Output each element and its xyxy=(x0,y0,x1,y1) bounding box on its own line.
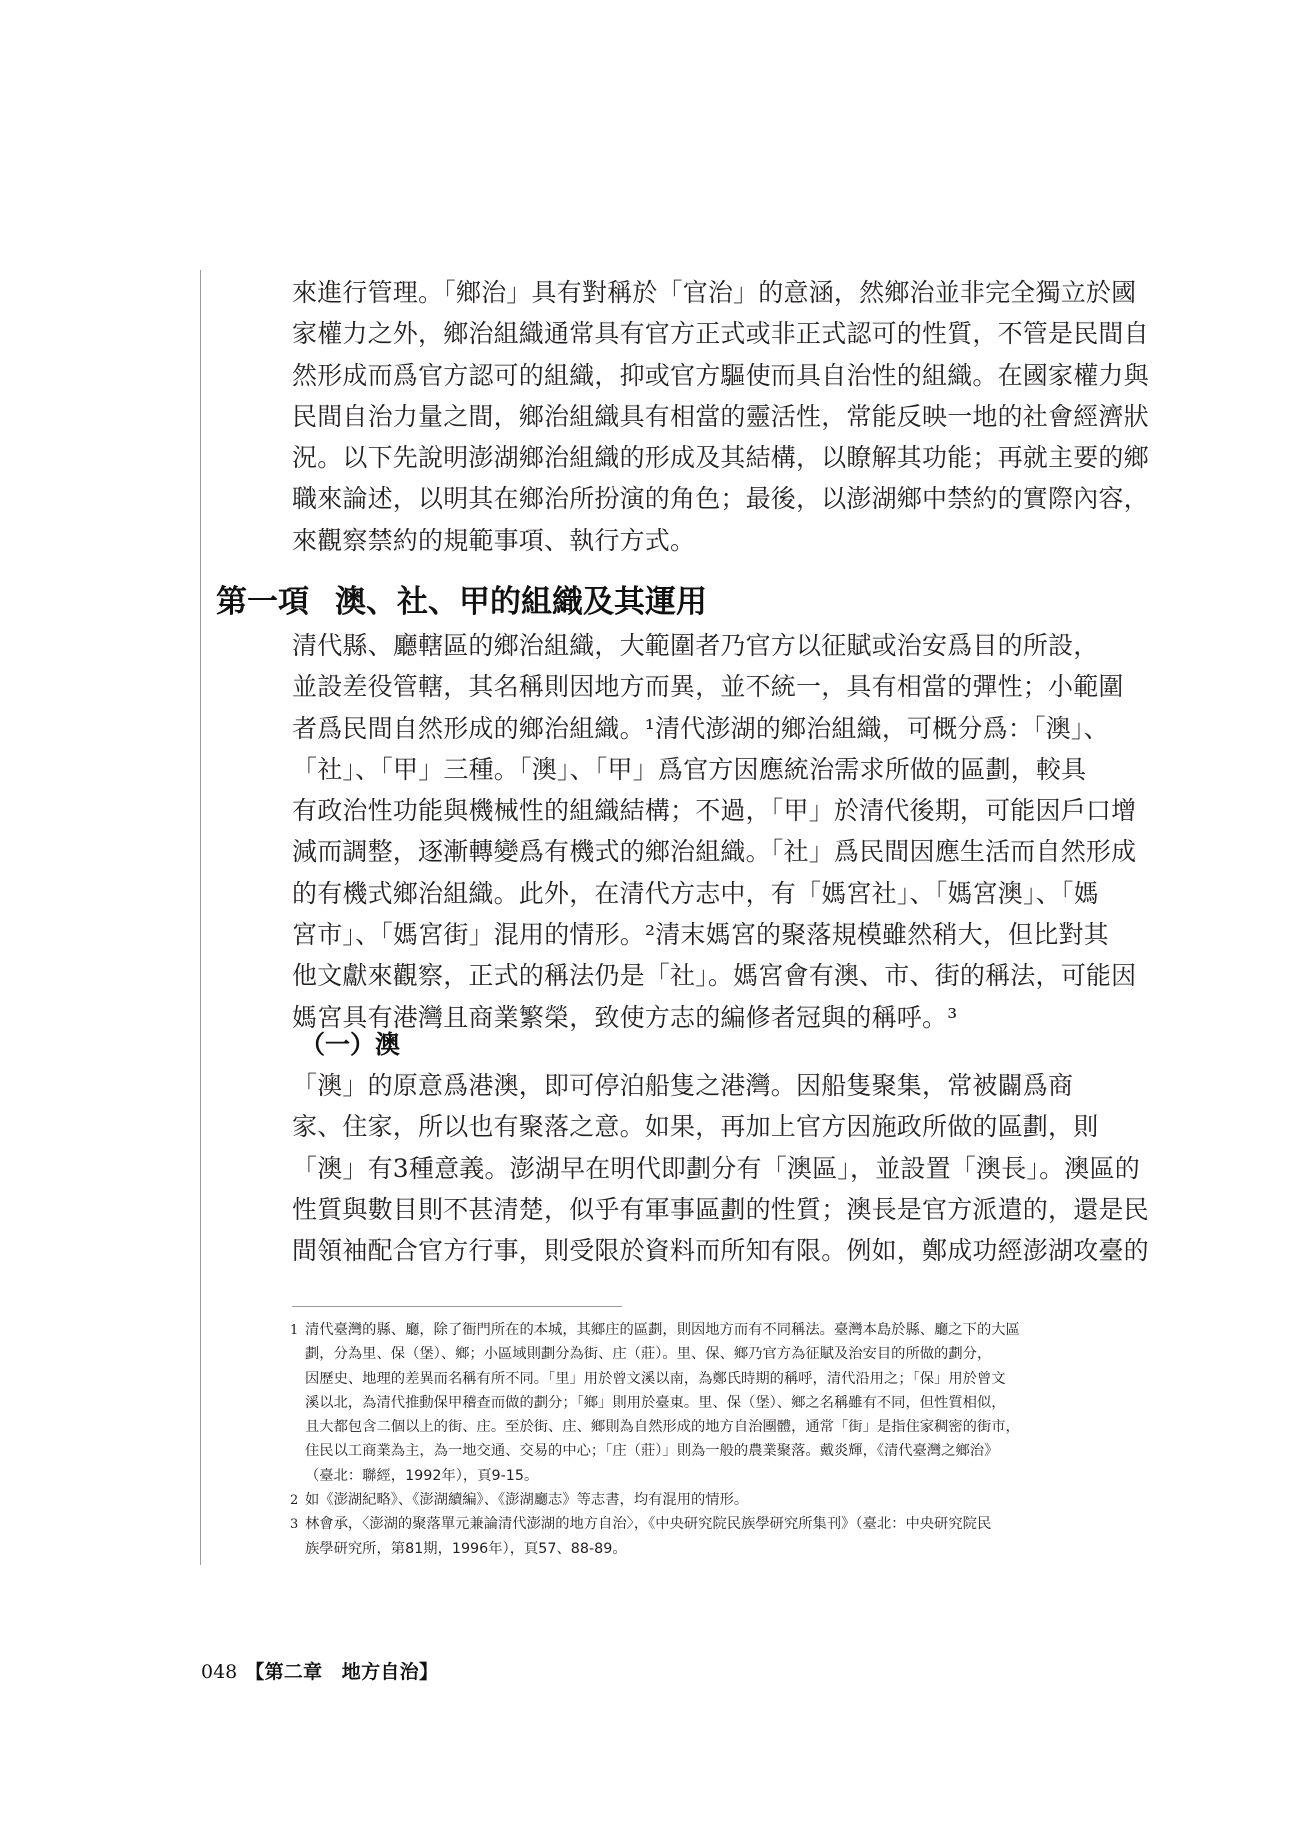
footnote-line xyxy=(290,1318,1100,1342)
text-line: 「澳」有3種意義。澎湖早在明代即劃分有「澳區」，並設置「澳長」。澳區的 xyxy=(292,1153,1140,1183)
footnote-line: 住民以工商業為主，為一地交通、交易的中心；「庄（莊）」則為一般的農業聚落。戴炎輝，《清代臺灣之鄉治》 xyxy=(305,1443,999,1460)
text-line: 家權力之外，鄉治組織通常具有官方正式或非正式認可的性質，不管是民間自 xyxy=(292,319,1149,349)
text-line: 來進行管理。「鄉治」具有對稱於「官治」的意涵，然鄉治並非完全獨立於國 xyxy=(292,278,1137,307)
text-line: 間領袖配合官方行事，則受限於資料而所知有限。例如，鄭成功經澎湖攻臺的 xyxy=(292,1236,1149,1266)
footnote-number: 1 xyxy=(290,1323,299,1338)
text-line: 媽宮具有港灣且商業繁榮，致使方志的編修者冠與的稱呼。³ xyxy=(292,1002,958,1032)
text-line: 有政治性功能與機械性的組織結構；不過，「甲」於清代後期，可能因戶口增 xyxy=(292,796,1137,826)
text-line: 宮市」、「媽宮街」混用的情形。²清末媽宮的聚落規模雖然稍大，但比對其 xyxy=(292,920,1109,950)
footnote-rule xyxy=(292,1306,622,1307)
footnote-3 xyxy=(290,1512,1100,1561)
footnote-1 xyxy=(290,1318,1100,1488)
footnote-line xyxy=(290,1488,1100,1512)
footnote-number: 3 xyxy=(290,1517,299,1533)
footnote-text: 如《澎湖紀略》、《澎湖續編》、《澎湖廳志》等志書，均有混用的情形。 xyxy=(305,1492,749,1509)
text-line: 況。以下先說明澎湖鄉治組織的形成及其結構，以瞭解其功能；再就主要的鄉 xyxy=(292,443,1149,473)
section-number: 第一項 xyxy=(216,584,309,620)
text-line: 清代縣、廳轄區的鄉治組織，大範圍者乃官方以征賦或治安爲目的所設， xyxy=(292,631,1099,660)
text-line: 家、住家，所以也有聚落之意。如果，再加上官方因施政所做的區劃，則 xyxy=(292,1112,1099,1142)
subsection-paragraph xyxy=(292,1065,1149,1271)
text-line: 來觀察禁約的規範事項、執行方式。 xyxy=(292,525,696,555)
text-line: 性質與數目則不甚清楚，似乎有軍事區劃的性質；澳長是官方派遣的，還是民 xyxy=(292,1194,1149,1224)
footnote-line: （臺北：聯經，1992年），頁9-15。 xyxy=(305,1467,539,1484)
text-line: 者爲民間自然形成的鄉治組織。¹清代澎湖的鄉治組織，可概分爲：「澳」、 xyxy=(292,713,1109,743)
text-line: 「社」、「甲」三種。「澳」、「甲」爲官方因應統治需求所做的區劃，較具 xyxy=(292,754,1087,784)
section-title: 澳、社、甲的組織及其運用 xyxy=(335,584,707,620)
footnote-text: 林會承，〈澎湖的聚落單元兼論清代澎湖的地方自治〉，《中央研究院民族學研究所集刊》（臺北：中央研究院民 xyxy=(305,1516,992,1533)
intro-paragraph xyxy=(292,272,1149,561)
footnote-line: 且大都包含二個以上的街、庄。至於街、庄、鄉則為自然形成的地方自治團體，通常「街」是指住家稠密的街市， xyxy=(305,1419,1020,1436)
footnote-2 xyxy=(290,1488,1100,1512)
section-paragraph xyxy=(292,625,1137,1038)
subsection-heading: （一）澳 xyxy=(300,1030,401,1059)
footnote-line xyxy=(290,1512,1100,1536)
footnote-line: 因歷史、地理的差異而名稱有所不同。「里」用於曾文溪以南，為鄭氏時期的稱呼，清代沿用之；「保」用於曾文 xyxy=(305,1370,1006,1387)
footnote-text: 清代臺灣的縣、廳，除了衙門所在的本城，其鄉庄的區劃，則因地方而有不同稱法。臺灣本島於縣、廳之下的大區 xyxy=(305,1322,1020,1338)
footnote-line: 劃，分為里、保（堡）、鄉；小區域則劃分為街、庄（莊）。里、保、鄉乃官方為征賦及治安目的所做的劃分， xyxy=(305,1346,992,1363)
footnote-line: 族學研究所，第81期，1996年），頁57、88-89。 xyxy=(305,1540,627,1557)
text-line: 職來論述，以明其在鄉治所扮演的角色；最後，以澎湖鄉中禁約的實際內容， xyxy=(292,484,1149,514)
text-line: 民間自治力量之間，鄉治組織具有相當的靈活性，常能反映一地的社會經濟狀 xyxy=(292,401,1149,431)
margin-rule xyxy=(200,270,201,1565)
text-line: 他文獻來觀察，正式的稱法仍是「社」。媽宮會有澳、市、街的稱法，可能因 xyxy=(292,961,1137,991)
chapter-label: 【第二章 地方自治】 xyxy=(245,1661,439,1683)
text-line: 然形成而爲官方認可的組織，抑或官方驅使而具自治性的組織。在國家權力與 xyxy=(292,360,1149,390)
page-number: 048 xyxy=(201,1661,238,1683)
text-line: 的有機式鄉治組織。此外，在清代方志中，有「媽宮社」、「媽宮澳」、「媽 xyxy=(292,878,1099,908)
footnotes xyxy=(290,1318,1100,1561)
text-line: 減而調整，逐漸轉變爲有機式的鄉治組織。「社」爲民間因應生活而自然形成 xyxy=(292,837,1137,867)
footnote-number: 2 xyxy=(290,1493,299,1509)
section-heading xyxy=(216,580,707,624)
text-line: 並設差役管轄，其名稱則因地方而異，並不統一，具有相當的彈性；小範圍 xyxy=(292,672,1124,702)
text-line: 「澳」的原意爲港澳，即可停泊船隻之港灣。因船隻聚集，常被闢爲商 xyxy=(292,1071,1074,1100)
footnote-line: 溪以北，為清代推動保甲稽查而做的劃分；「鄉」則用於臺東。里、保（堡）、鄉之名稱雖有不同，但性質相似， xyxy=(305,1394,1006,1411)
page-footer xyxy=(201,1657,438,1684)
